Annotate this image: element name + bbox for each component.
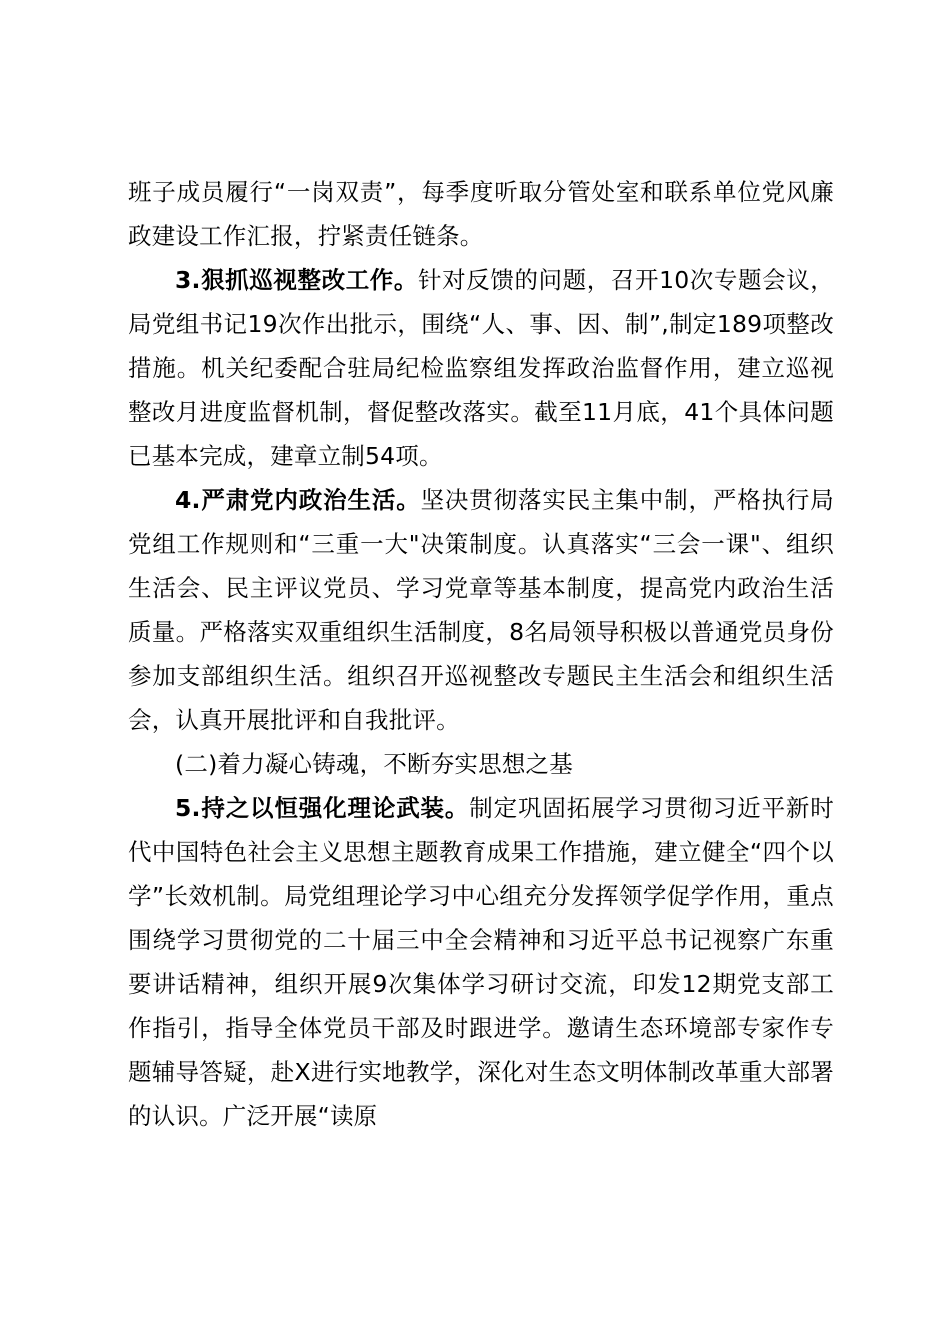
paragraph-text: 针对反馈的问题，召开10次专题会议，局党组书记19次作出批示，围绕“人、事、因、制”,制定189项整改措施。机关纪委配合驻局纪检监察组发挥政治监督作用，建立巡视整改月进度监督机制，督促整改落实。截至11月底，41个具体问题已基本完成，建章立制54项。	[128, 266, 834, 470]
paragraph-political-life	[128, 478, 834, 742]
paragraph-theory-study	[128, 786, 834, 1138]
paragraph-text: 班子成员履行“一岗双责”，每季度听取分管处室和联系单位党风廉政建设工作汇报，拧紧责任链条。	[128, 178, 834, 250]
paragraph-text: 坚决贯彻落实民主集中制，严格执行局党组工作规则和“三重一大"决策制度。认真落实“三会一课"、组织生活会、民主评议党员、学习党章等基本制度，提高党内政治生活质量。严格落实双重组织生活制度，8名局领导积极以普通党员身份参加支部组织生活。组织召开巡视整改专题民主生活会和组织生活会，认真开展批评和自我批评。	[128, 486, 834, 734]
section-heading-5: 5.持之以恒强化理论武装。	[175, 794, 470, 822]
subsection-title-text: (二)着力凝心铸魂，不断夯实思想之基	[175, 750, 573, 778]
paragraph-inspection-rectification	[128, 258, 834, 478]
paragraph-text: 制定巩固拓展学习贯彻习近平新时代中国特色社会主义思想主题教育成果工作措施，建立健全“四个以学”长效机制。局党组理论学习中心组充分发挥领学促学作用，重点围绕学习贯彻党的二十届三中全会精神和习近平总书记视察广东重要讲话精神，组织开展9次集体学习研讨交流，印发12期党支部工作指引，指导全体党员干部及时跟进学。邀请生态环境部专家作专题辅导答疑，赴X进行实地教学，深化对生态文明体制改革重大部署的认识。广泛开展“读原	[128, 794, 834, 1130]
section-heading-3: 3.狠抓巡视整改工作。	[175, 266, 419, 294]
subsection-title-2	[128, 742, 834, 786]
document-page	[128, 170, 834, 1138]
section-heading-4: 4.严肃党内政治生活。	[175, 486, 421, 514]
paragraph-responsibility-continued	[128, 170, 834, 258]
